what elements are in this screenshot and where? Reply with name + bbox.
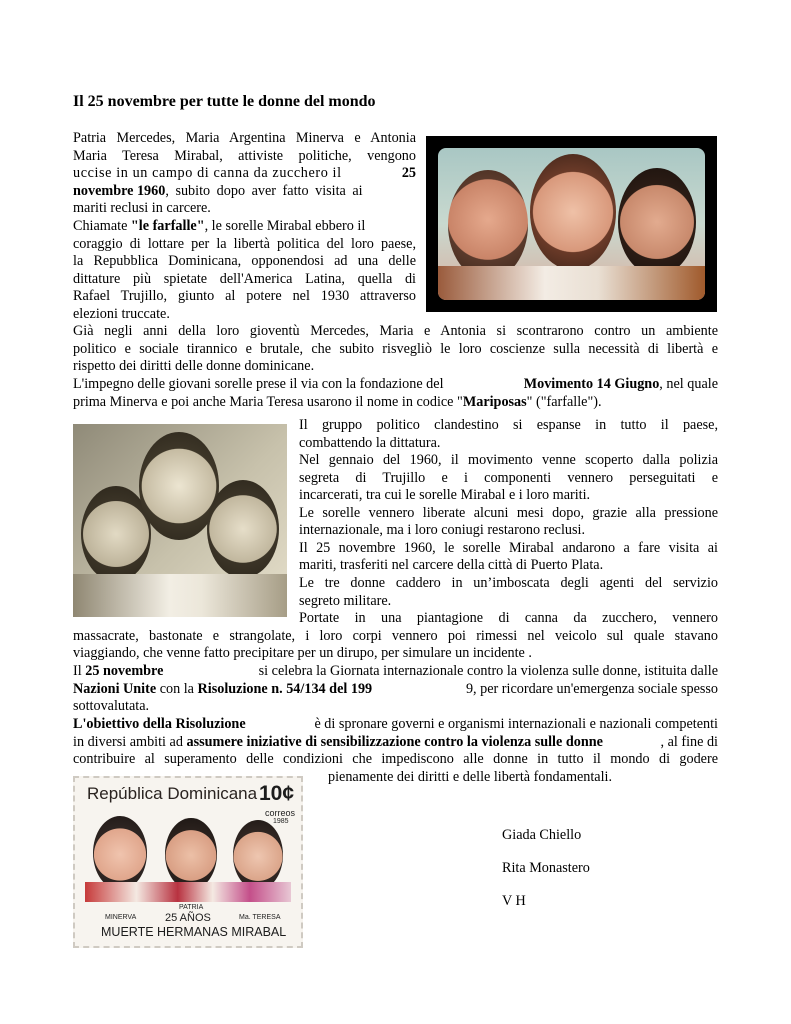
p5-line: Nel gennaio del 1960, il movimento venne scoperto dalla polizia (299, 452, 718, 468)
p5-line: Portate in una piantagione di canna da zucchero, vennero (299, 610, 718, 626)
p4-line (73, 376, 718, 394)
p4-text: , nel quale (659, 376, 718, 392)
p5-line: incarcerati, tra cui le sorelle Mirabal e i loro mariti. (299, 487, 591, 503)
p8-line (73, 716, 718, 734)
p2-line: la Repubblica Dominicana, opponendosi ad una delle (73, 253, 416, 269)
signature-class: V H (502, 893, 526, 909)
p4-bold-wrap (524, 376, 718, 394)
p7-line (73, 663, 718, 681)
p6-line: massacrate, bastonate e strangolate, i loro corpi vennero poi rimessi nel veicolo sul quale stavano (73, 628, 718, 644)
stamp-portrait-teresa (233, 820, 283, 890)
stamp-caption: MUERTE HERMANAS MIRABAL (101, 925, 287, 939)
dresses (73, 574, 287, 617)
stamp-portrait-minerva (93, 816, 147, 890)
shoulders (438, 266, 705, 300)
page-title: Il 25 novembre per tutte le donne del mondo (73, 93, 376, 110)
stamp-year: 1985 (273, 818, 289, 825)
p8-bold: assumere iniziative di sensibilizzazione contro la violenza sulle donne (186, 734, 603, 750)
p1-bold-date: novembre 1960 (73, 183, 166, 199)
p4-text: prima Minerva e poi anche Maria Teresa usarono il nome in codice " (73, 394, 463, 410)
stamp-anniversary: 25 AÑOS (165, 912, 211, 924)
p3-line: politico e sociale tirannico e brutale, che subito risvegliò le loro coscienze sulla necessità di libertà e (73, 341, 718, 357)
stamp-label-minerva: MINERVA (105, 914, 137, 921)
stamp-correos: correos (265, 808, 296, 818)
p7-line (73, 681, 718, 699)
mirabal-sisters-sepia-photo (73, 424, 287, 617)
signature-name: Rita Monastero (502, 860, 590, 876)
p5-line: segreto militare. (299, 593, 392, 609)
p7-text: con la (156, 681, 198, 697)
p2-line: Rafael Trujillo, giunto al potere nel 1930 attraverso (73, 288, 416, 304)
p5-line: Il gruppo politico clandestino si espanse in tutto il paese, (299, 417, 718, 433)
p2-bold: "le farfalle" (130, 218, 205, 234)
stamp-portrait-patria (165, 818, 217, 890)
p6-line: viaggiando, che venne fatto precipitare per un dirupo, per simulare un incidente . (73, 645, 532, 661)
stamp-label-teresa: Ma. TERESA (239, 914, 281, 921)
stamp-label-patria: PATRIA (179, 904, 204, 911)
p4-line (73, 394, 602, 412)
p7-text: Il (73, 663, 86, 679)
p1-line-text: , subito dopo aver fatto visita ai (165, 183, 363, 199)
p5-line: segreta di Trujillo e i componenti vennero perseguitati e (299, 470, 718, 486)
p2-line: elezioni truccate. (73, 306, 170, 322)
p7-start (73, 663, 163, 681)
p4-text: L'impegno delle giovani sorelle prese il via con la fondazione del (73, 376, 444, 392)
p1-bold-date: 25 (401, 165, 416, 181)
photo-content (438, 148, 705, 300)
p5-line: Le sorelle vennero liberate alcuni mesi dopo, grazie alla pressione (299, 505, 718, 521)
p8-line: contribuire al superamento delle condizioni che impediscono alle donne in tutto il mondo di godere (73, 751, 718, 767)
signature-name: Giada Chiello (502, 827, 582, 843)
p7-bold: 25 novembre (85, 663, 164, 679)
p1-line: mariti reclusi in carcere. (73, 200, 211, 216)
p8-start (73, 734, 603, 752)
sister-portrait-right (207, 480, 279, 578)
p2-line (73, 218, 416, 236)
p2-line: coraggio di lottare per la libertà politica del loro paese, (73, 236, 416, 252)
sister-portrait-center (530, 154, 616, 270)
p2-text: , le sorelle Mirabal ebbero il (204, 218, 366, 234)
p7-text: si celebra la Giornata internazionale contro la violenza sulle donne, istituita dalle (258, 663, 718, 679)
p1-line: Patria Mercedes, Maria Argentina Minerva e Antonia (73, 130, 416, 146)
p7-line: sottovalutata. (73, 698, 150, 714)
p8-text: è di spronare governi e organismi internazionali e nazionali competenti (314, 716, 718, 732)
p5-line: Le tre donne caddero in un’imboscata degli agenti del servizio (299, 575, 718, 591)
sister-portrait-right (618, 168, 696, 276)
p8-line (73, 734, 718, 752)
p5-line: mariti, trasferiti nel carcere della città di Puerto Plata. (299, 557, 604, 573)
stamp-collars (85, 882, 291, 902)
stamp-price: 10¢ (259, 782, 295, 805)
p2-text: Chiamate (73, 218, 131, 234)
p8-line: pienamente dei diritti e delle libertà fondamentali. (328, 769, 613, 785)
mirabal-sisters-color-photo (426, 136, 717, 312)
p4-bold: Mariposas (462, 394, 527, 410)
p5-line: Il 25 novembre 1960, le sorelle Mirabal andarono a fare visita ai (299, 540, 718, 556)
p3-line: rispetto dei diritti delle donne dominicane. (73, 358, 315, 374)
p3-line: Già negli anni della loro gioventù Mercedes, Maria e Antonia si scontrarono contro un ambiente (73, 323, 718, 339)
p1-line: Maria Teresa Mirabal, attiviste politiche, vengono (73, 148, 416, 164)
p2-line: dittature più spietate dell'America Latina, quella di (73, 271, 416, 287)
p5-line: combattendo la dittatura. (299, 435, 441, 451)
p8-bold: L'obiettivo della Risoluzione (73, 716, 246, 732)
p1-line (73, 165, 416, 183)
p7-bold: Nazioni Unite (73, 681, 157, 697)
p8-text: in diversi ambiti ad (73, 734, 187, 750)
p1-line-text: uccise in un campo di canna da zucchero il (73, 165, 342, 181)
p7-start (73, 681, 372, 699)
p7-text: 9, per ricordare un'emergenza sociale spesso (465, 681, 718, 697)
p1-line (73, 183, 416, 201)
p5-line: internazionale, ma i loro coniugi restarono reclusi. (299, 522, 586, 538)
p4-text: " ("farfalle"). (526, 394, 602, 410)
postage-stamp (73, 776, 303, 948)
p8-text: , al fine di (660, 734, 718, 750)
p7-bold: Risoluzione n. 54/134 del 199 (197, 681, 373, 697)
sister-portrait-left (448, 170, 528, 280)
p4-bold: Movimento 14 Giugno (523, 376, 660, 392)
stamp-country: República Dominicana (87, 784, 258, 803)
